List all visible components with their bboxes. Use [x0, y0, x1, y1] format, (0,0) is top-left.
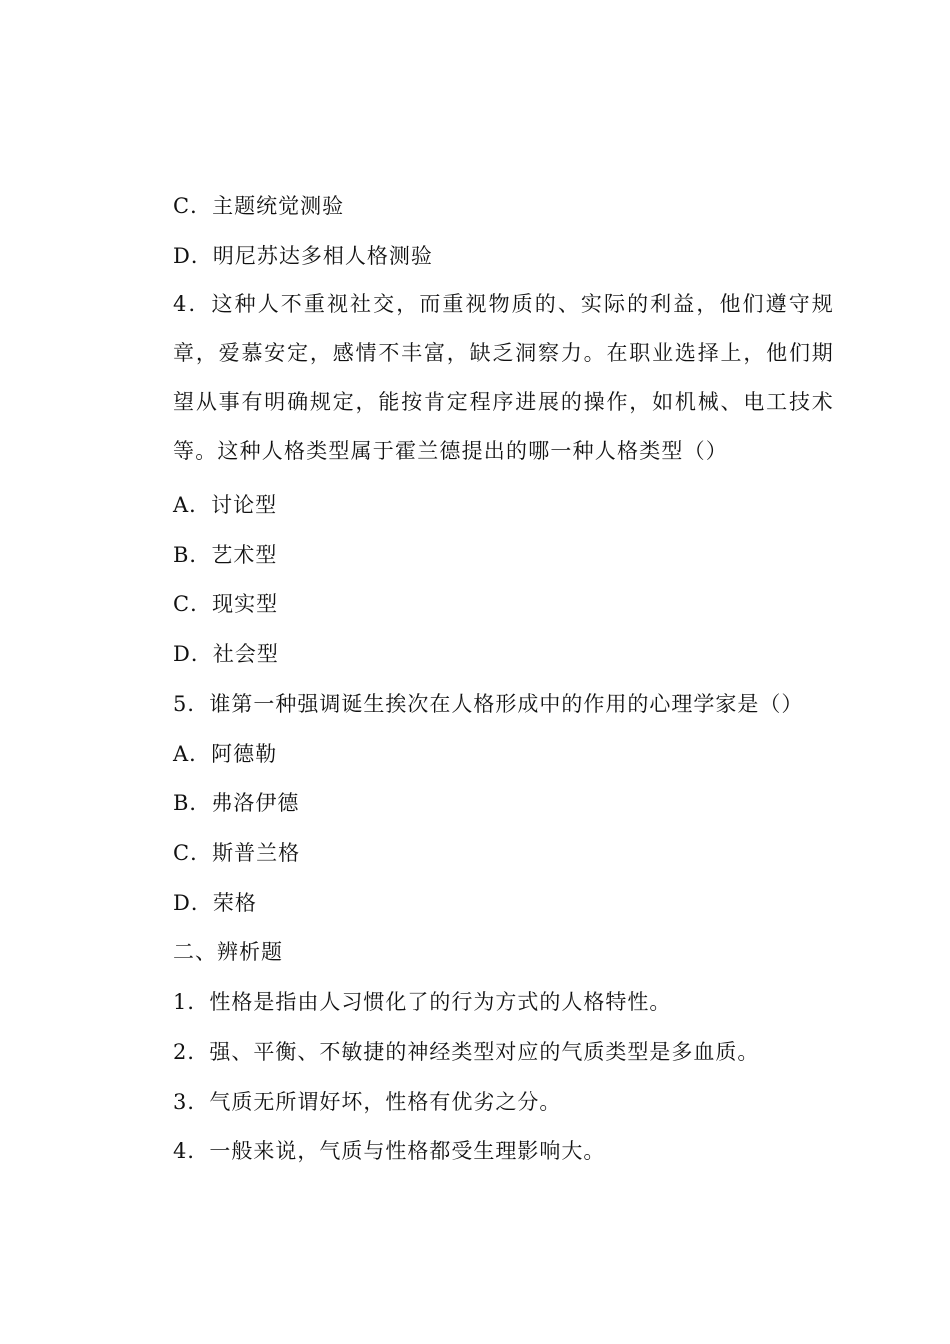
q4-option-c: C．现实型 [173, 592, 279, 616]
q4-stem-text: 4．这种人不重视社交，而重视物质的、实际的利益，他们遵守规章，爱慕安定，感情不丰富，缺乏洞察力。在职业选择上，他们期望从事有明确规定，能按肯定程序进展的操作，如机械、电工技术等。这种人格类型属于霍兰德提出的哪一种人格类型（） [173, 292, 834, 463]
q5-stem: 5．谁第一种强调诞生挨次在人格形成中的作用的心理学家是（） [173, 692, 804, 716]
q5-option-c: C．斯普兰格 [173, 841, 301, 865]
q4-stem [128, 280, 834, 476]
q4-option-b: B．艺术型 [173, 543, 278, 567]
q5-option-b: B．弗洛伊德 [173, 791, 300, 815]
q4-option-d: D．社会型 [173, 642, 279, 666]
section-2-item-1: 1．性格是指由人习惯化了的行为方式的人格特性。 [173, 990, 672, 1014]
q4-option-a: A．讨论型 [173, 493, 278, 517]
section-2-title: 二、辨析题 [173, 940, 283, 964]
q5-option-d: D．荣格 [173, 891, 257, 915]
q3-option-c: C．主题统觉测验 [173, 194, 345, 218]
q3-option-d: D．明尼苏达多相人格测验 [173, 244, 433, 268]
section-2-item-3: 3．气质无所谓好坏，性格有优劣之分。 [173, 1090, 562, 1114]
section-2-item-2: 2．强、平衡、不敏捷的神经类型对应的气质类型是多血质。 [173, 1040, 760, 1064]
q5-option-a: A．阿德勒 [173, 742, 278, 766]
section-2-item-4: 4．一般来说，气质与性格都受生理影响大。 [173, 1139, 606, 1163]
